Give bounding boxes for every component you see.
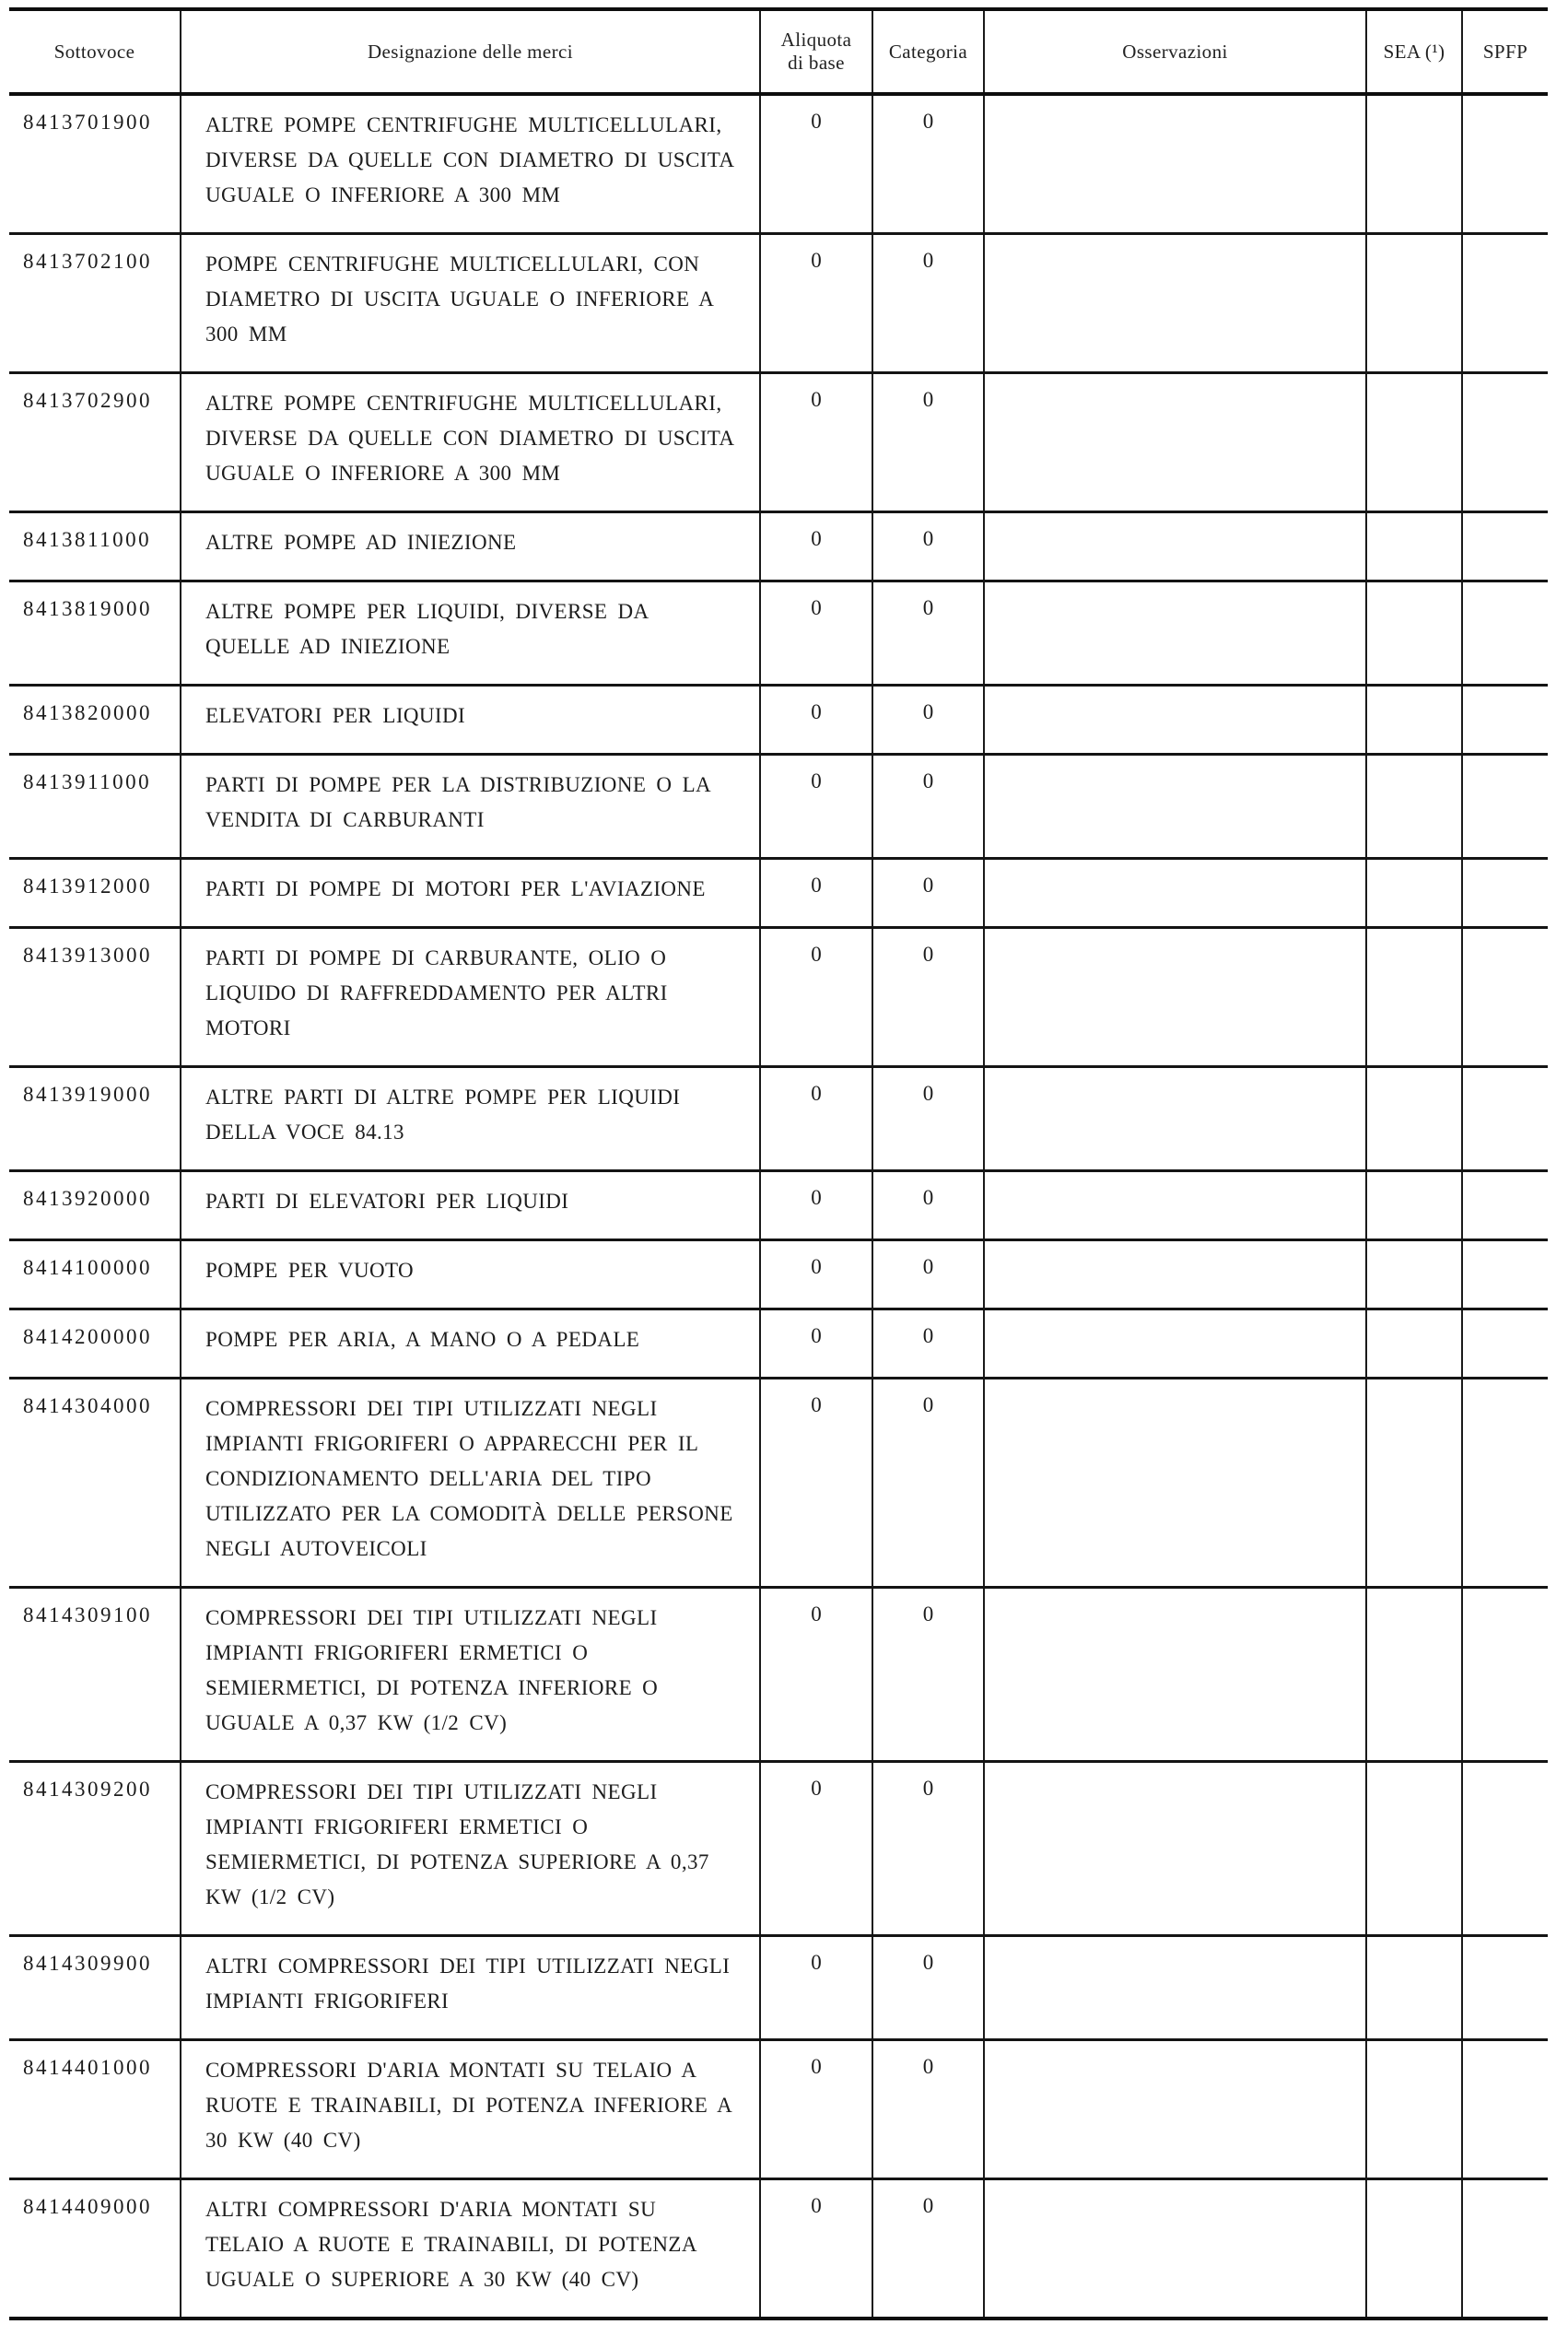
cell-osservazioni: [984, 1588, 1366, 1762]
cell-categoria: 0: [872, 1171, 984, 1240]
cell-sea: [1366, 234, 1462, 373]
table-row: [9, 928, 1548, 1067]
cell-sea: [1366, 1588, 1462, 1762]
cell-sea: [1366, 755, 1462, 859]
table-row: [9, 1379, 1548, 1588]
table-row: [9, 1762, 1548, 1936]
cell-osservazioni: [984, 1379, 1366, 1588]
cell-categoria: 0: [872, 1936, 984, 2040]
cell-osservazioni: [984, 1067, 1366, 1171]
tariff-table: [9, 7, 1548, 2320]
cell-categoria: 0: [872, 581, 984, 686]
cell-sottovoce-code: 8414309100: [9, 1588, 181, 1762]
cell-sea: [1366, 859, 1462, 928]
cell-goods-description: COMPRESSORI DEI TIPI UTILIZZATI NEGLI IMPIANTI FRIGORIFERI O APPARECCHI PER IL CONDIZIONAMENTO DELL'ARIA DEL TIPO UTILIZZATO PER LA COMODITÀ DELLE PERSONE NEGLI AUTOVEICOLI: [181, 1379, 760, 1588]
cell-osservazioni: [984, 1171, 1366, 1240]
cell-sea: [1366, 512, 1462, 581]
cell-goods-description: ALTRE POMPE CENTRIFUGHE MULTICELLULARI, DIVERSE DA QUELLE CON DIAMETRO DI USCITA UGUALE O INFERIORE A 300 MM: [181, 94, 760, 234]
table-header: [9, 9, 1548, 94]
cell-osservazioni: [984, 2040, 1366, 2179]
cell-sea: [1366, 1171, 1462, 1240]
cell-goods-description: COMPRESSORI D'ARIA MONTATI SU TELAIO A RUOTE E TRAINABILI, DI POTENZA INFERIORE A 30 KW (40 CV): [181, 2040, 760, 2179]
cell-spfp: [1462, 94, 1548, 234]
cell-sottovoce-code: 8414309200: [9, 1762, 181, 1936]
cell-spfp: [1462, 581, 1548, 686]
cell-sottovoce-code: 8413811000: [9, 512, 181, 581]
cell-categoria: 0: [872, 512, 984, 581]
cell-sottovoce-code: 8414409000: [9, 2179, 181, 2319]
cell-sottovoce-code: 8413912000: [9, 859, 181, 928]
cell-sottovoce-code: 8413702900: [9, 373, 181, 512]
cell-aliquota-di-base: 0: [760, 686, 872, 755]
cell-sea: [1366, 2179, 1462, 2319]
cell-categoria: 0: [872, 1067, 984, 1171]
cell-goods-description: ALTRE POMPE AD INIEZIONE: [181, 512, 760, 581]
cell-aliquota-di-base: 0: [760, 1240, 872, 1309]
cell-sea: [1366, 1762, 1462, 1936]
cell-aliquota-di-base: 0: [760, 755, 872, 859]
cell-categoria: 0: [872, 1379, 984, 1588]
cell-sottovoce-code: 8413820000: [9, 686, 181, 755]
table-body: [9, 94, 1548, 2319]
cell-osservazioni: [984, 2179, 1366, 2319]
table-row: [9, 1309, 1548, 1379]
cell-aliquota-di-base: 0: [760, 1067, 872, 1171]
cell-sea: [1366, 373, 1462, 512]
table-row: [9, 686, 1548, 755]
table-row: [9, 234, 1548, 373]
cell-categoria: 0: [872, 1309, 984, 1379]
cell-spfp: [1462, 755, 1548, 859]
cell-osservazioni: [984, 234, 1366, 373]
cell-categoria: 0: [872, 234, 984, 373]
cell-categoria: 0: [872, 859, 984, 928]
cell-osservazioni: [984, 512, 1366, 581]
cell-spfp: [1462, 1588, 1548, 1762]
cell-aliquota-di-base: 0: [760, 1171, 872, 1240]
cell-categoria: 0: [872, 755, 984, 859]
column-header-categoria: Categoria: [872, 9, 984, 94]
cell-sottovoce-code: 8414200000: [9, 1309, 181, 1379]
cell-sea: [1366, 94, 1462, 234]
table-row: [9, 581, 1548, 686]
cell-categoria: 0: [872, 373, 984, 512]
cell-spfp: [1462, 373, 1548, 512]
table-row: [9, 755, 1548, 859]
cell-sea: [1366, 1309, 1462, 1379]
cell-categoria: 0: [872, 1240, 984, 1309]
cell-aliquota-di-base: 0: [760, 94, 872, 234]
cell-osservazioni: [984, 686, 1366, 755]
cell-osservazioni: [984, 1240, 1366, 1309]
column-header-sottovoce: Sottovoce: [9, 9, 181, 94]
cell-spfp: [1462, 2179, 1548, 2319]
cell-osservazioni: [984, 94, 1366, 234]
cell-sottovoce-code: 8413920000: [9, 1171, 181, 1240]
cell-sea: [1366, 928, 1462, 1067]
table-row: [9, 1171, 1548, 1240]
cell-spfp: [1462, 928, 1548, 1067]
cell-spfp: [1462, 1067, 1548, 1171]
cell-aliquota-di-base: 0: [760, 859, 872, 928]
column-header-osservazioni: Osservazioni: [984, 9, 1366, 94]
table-row: [9, 1240, 1548, 1309]
cell-osservazioni: [984, 581, 1366, 686]
cell-osservazioni: [984, 755, 1366, 859]
table-row: [9, 2040, 1548, 2179]
cell-sea: [1366, 1240, 1462, 1309]
cell-sottovoce-code: 8414309900: [9, 1936, 181, 2040]
cell-spfp: [1462, 859, 1548, 928]
cell-goods-description: ALTRI COMPRESSORI D'ARIA MONTATI SU TELAIO A RUOTE E TRAINABILI, DI POTENZA UGUALE O SUPERIORE A 30 KW (40 CV): [181, 2179, 760, 2319]
cell-spfp: [1462, 2040, 1548, 2179]
cell-osservazioni: [984, 373, 1366, 512]
column-header-designazione: Designazione delle merci: [181, 9, 760, 94]
cell-goods-description: PARTI DI POMPE DI CARBURANTE, OLIO O LIQUIDO DI RAFFREDDAMENTO PER ALTRI MOTORI: [181, 928, 760, 1067]
cell-spfp: [1462, 1309, 1548, 1379]
column-header-aliquota-di-base: Aliquota di base: [760, 9, 872, 94]
cell-aliquota-di-base: 0: [760, 1379, 872, 1588]
cell-sea: [1366, 1379, 1462, 1588]
cell-categoria: 0: [872, 1588, 984, 1762]
cell-sea: [1366, 1936, 1462, 2040]
cell-goods-description: POMPE PER ARIA, A MANO O A PEDALE: [181, 1309, 760, 1379]
cell-sea: [1366, 2040, 1462, 2179]
cell-goods-description: ALTRE POMPE CENTRIFUGHE MULTICELLULARI, DIVERSE DA QUELLE CON DIAMETRO DI USCITA UGUALE O INFERIORE A 300 MM: [181, 373, 760, 512]
cell-sottovoce-code: 8413919000: [9, 1067, 181, 1171]
cell-sottovoce-code: 8413913000: [9, 928, 181, 1067]
cell-spfp: [1462, 1936, 1548, 2040]
cell-osservazioni: [984, 1309, 1366, 1379]
cell-spfp: [1462, 512, 1548, 581]
table-header-row: [9, 9, 1548, 94]
cell-categoria: 0: [872, 1762, 984, 1936]
cell-goods-description: POMPE CENTRIFUGHE MULTICELLULARI, CON DIAMETRO DI USCITA UGUALE O INFERIORE A 300 MM: [181, 234, 760, 373]
cell-spfp: [1462, 1762, 1548, 1936]
table-row: [9, 1936, 1548, 2040]
cell-sottovoce-code: 8413911000: [9, 755, 181, 859]
cell-categoria: 0: [872, 2179, 984, 2319]
cell-sottovoce-code: 8413701900: [9, 94, 181, 234]
cell-goods-description: ALTRE POMPE PER LIQUIDI, DIVERSE DA QUELLE AD INIEZIONE: [181, 581, 760, 686]
cell-aliquota-di-base: 0: [760, 234, 872, 373]
cell-osservazioni: [984, 1936, 1366, 2040]
table-row: [9, 94, 1548, 234]
cell-spfp: [1462, 234, 1548, 373]
cell-spfp: [1462, 1240, 1548, 1309]
cell-aliquota-di-base: 0: [760, 2179, 872, 2319]
cell-aliquota-di-base: 0: [760, 928, 872, 1067]
cell-sea: [1366, 686, 1462, 755]
cell-aliquota-di-base: 0: [760, 1762, 872, 1936]
table-row: [9, 1067, 1548, 1171]
cell-sea: [1366, 1067, 1462, 1171]
cell-sottovoce-code: 8414401000: [9, 2040, 181, 2179]
cell-goods-description: COMPRESSORI DEI TIPI UTILIZZATI NEGLI IMPIANTI FRIGORIFERI ERMETICI O SEMIERMETICI, DI POTENZA SUPERIORE A 0,37 KW (1/2 CV): [181, 1762, 760, 1936]
table-row: [9, 1588, 1548, 1762]
table-row: [9, 2179, 1548, 2319]
cell-goods-description: ALTRI COMPRESSORI DEI TIPI UTILIZZATI NEGLI IMPIANTI FRIGORIFERI: [181, 1936, 760, 2040]
table-row: [9, 512, 1548, 581]
table-row: [9, 373, 1548, 512]
cell-aliquota-di-base: 0: [760, 1309, 872, 1379]
cell-sottovoce-code: 8414304000: [9, 1379, 181, 1588]
column-header-spfp: SPFP: [1462, 9, 1548, 94]
cell-categoria: 0: [872, 2040, 984, 2179]
cell-osservazioni: [984, 928, 1366, 1067]
cell-sottovoce-code: 8413819000: [9, 581, 181, 686]
column-header-sea: SEA (¹): [1366, 9, 1462, 94]
cell-aliquota-di-base: 0: [760, 2040, 872, 2179]
cell-aliquota-di-base: 0: [760, 373, 872, 512]
cell-spfp: [1462, 1379, 1548, 1588]
cell-categoria: 0: [872, 94, 984, 234]
cell-aliquota-di-base: 0: [760, 1588, 872, 1762]
cell-sea: [1366, 581, 1462, 686]
cell-spfp: [1462, 686, 1548, 755]
cell-spfp: [1462, 1171, 1548, 1240]
cell-goods-description: ALTRE PARTI DI ALTRE POMPE PER LIQUIDI DELLA VOCE 84.13: [181, 1067, 760, 1171]
table-row: [9, 859, 1548, 928]
cell-goods-description: PARTI DI ELEVATORI PER LIQUIDI: [181, 1171, 760, 1240]
cell-goods-description: ELEVATORI PER LIQUIDI: [181, 686, 760, 755]
cell-aliquota-di-base: 0: [760, 581, 872, 686]
cell-goods-description: COMPRESSORI DEI TIPI UTILIZZATI NEGLI IMPIANTI FRIGORIFERI ERMETICI O SEMIERMETICI, DI POTENZA INFERIORE O UGUALE A 0,37 KW (1/2 CV): [181, 1588, 760, 1762]
cell-osservazioni: [984, 1762, 1366, 1936]
cell-sottovoce-code: 8414100000: [9, 1240, 181, 1309]
cell-sottovoce-code: 8413702100: [9, 234, 181, 373]
cell-goods-description: POMPE PER VUOTO: [181, 1240, 760, 1309]
cell-osservazioni: [984, 859, 1366, 928]
cell-goods-description: PARTI DI POMPE PER LA DISTRIBUZIONE O LA VENDITA DI CARBURANTI: [181, 755, 760, 859]
cell-categoria: 0: [872, 928, 984, 1067]
cell-aliquota-di-base: 0: [760, 512, 872, 581]
cell-aliquota-di-base: 0: [760, 1936, 872, 2040]
cell-categoria: 0: [872, 686, 984, 755]
cell-goods-description: PARTI DI POMPE DI MOTORI PER L'AVIAZIONE: [181, 859, 760, 928]
